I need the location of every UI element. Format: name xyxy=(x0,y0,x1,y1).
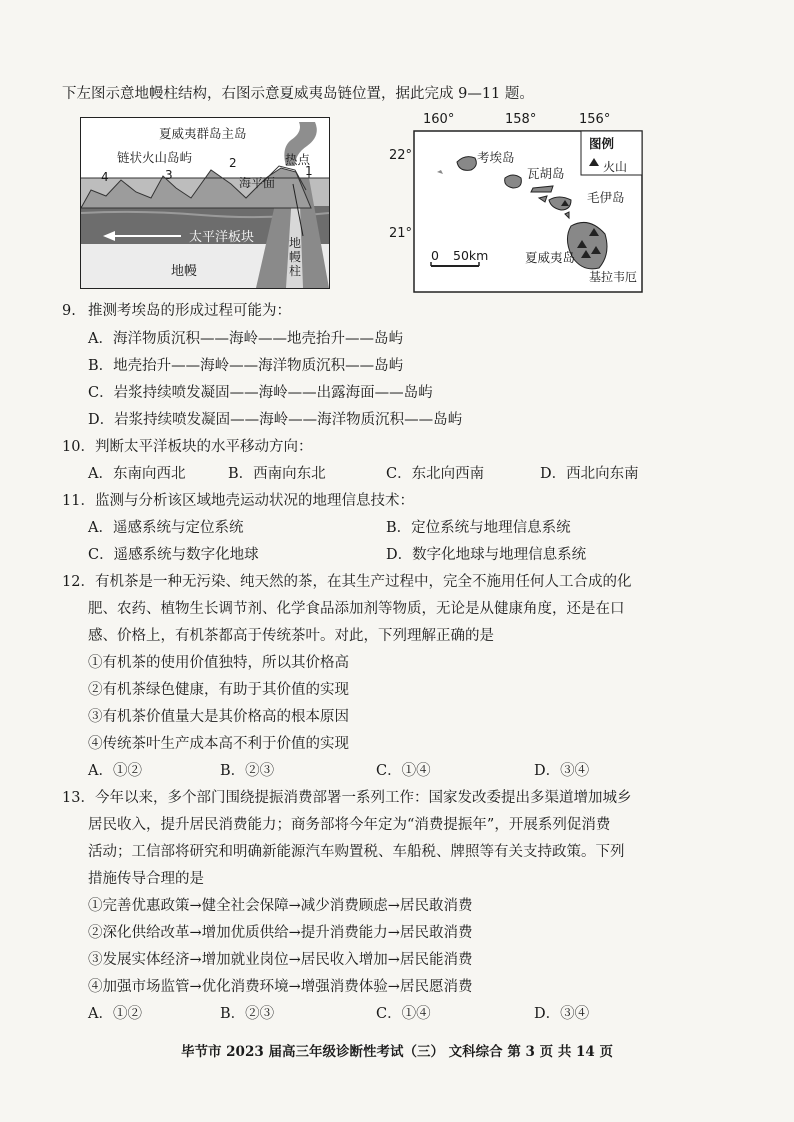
question-11 xyxy=(62,487,414,515)
q12-option-c[interactable]: C．①④ xyxy=(376,763,431,779)
q9-option-c[interactable]: C．岩浆持续喷发凝固——海岭——出露海面——岛屿 xyxy=(88,385,433,401)
q10-option-c[interactable]: C．东北向西南 xyxy=(386,466,485,482)
label-hawaii-island: 夏威夷岛 xyxy=(525,250,576,265)
q13-option-c[interactable]: C．①④ xyxy=(376,1006,431,1022)
q9-option-b[interactable]: B．地壳抬升——海岭——海洋物质沉积——岛屿 xyxy=(88,358,404,374)
question-13-line-4: 措施传导合理的是 xyxy=(88,871,204,887)
q13-option-b[interactable]: B．②③ xyxy=(220,1006,275,1022)
lon-156: 156° xyxy=(579,112,611,127)
q12-statement-4: ④传统茶叶生产成本高不利于价值的实现 xyxy=(88,736,349,752)
q10-option-b[interactable]: B．西南向东北 xyxy=(228,466,326,482)
q12-option-b[interactable]: B．②③ xyxy=(220,763,275,779)
q13-statement-4: ④加强市场监管→优化消费环境→增强消费体验→居民愿消费 xyxy=(88,979,473,995)
question-11-number: 11． xyxy=(62,493,95,509)
question-11-stem: 监测与分析该区域地壳运动状况的地理信息技术： xyxy=(94,493,414,509)
question-10 xyxy=(62,433,312,461)
question-12-number: 12． xyxy=(62,574,95,590)
question-13 xyxy=(62,784,631,812)
mantle-plume-figure xyxy=(80,117,330,289)
label-kauai: 考埃岛 xyxy=(477,150,515,165)
q12-option-d[interactable]: D．③④ xyxy=(534,763,590,779)
intro-text: 下左图示意地幔柱结构，右图示意夏威夷岛链位置，据此完成 9—11 题。 xyxy=(62,86,534,102)
question-13-line-3: 活动；工信部将研究和明确新能源汽车购置税、车船税、牌照等有关支持政策。下列 xyxy=(88,844,625,860)
label-n3: 3 xyxy=(165,168,173,182)
scale-zero: 0 xyxy=(431,248,439,263)
question-12-line-1: 有机茶是一种无污染、纯天然的茶，在其生产过程中，完全不施用任何人工合成的化 xyxy=(94,574,632,590)
q10-option-a[interactable]: A．东南向西北 xyxy=(88,466,186,482)
label-oahu: 瓦胡岛 xyxy=(527,166,565,181)
legend-title: 图例 xyxy=(589,136,615,151)
q9-option-d[interactable]: D．岩浆持续喷发凝固——海岭——海洋物质沉积——岛屿 xyxy=(88,412,463,428)
q12-statement-1: ①有机茶的使用价值独特，所以其价格高 xyxy=(88,655,349,671)
label-hotspot: 热点 xyxy=(285,152,311,167)
q13-option-d[interactable]: D．③④ xyxy=(534,1006,590,1022)
q13-option-a[interactable]: A．①② xyxy=(88,1006,142,1022)
question-9 xyxy=(62,297,291,325)
label-n2: 2 xyxy=(229,156,237,170)
question-10-number: 10． xyxy=(62,439,95,455)
lon-158: 158° xyxy=(505,112,537,127)
question-10-stem: 判断太平洋板块的水平移动方向： xyxy=(94,439,313,455)
question-12-line-2: 肥、农药、植物生长调节剂、化学食品添加剂等物质，无论是从健康角度，还是在口 xyxy=(88,601,625,617)
label-chain-islands: 链状火山岛屿 xyxy=(117,150,193,165)
label-kilauea: 基拉韦厄 xyxy=(589,270,638,284)
q12-statement-3: ③有机茶价值量大是其价格高的根本原因 xyxy=(88,709,349,725)
label-n4: 4 xyxy=(101,170,109,184)
question-13-number: 13． xyxy=(62,790,95,806)
legend-volcano: 火山 xyxy=(603,160,628,174)
q11-option-c[interactable]: C．遥感系统与数字化地球 xyxy=(88,547,259,563)
question-9-number: 9. xyxy=(62,303,76,319)
question-13-line-1: 今年以来，多个部门围绕提振消费部署一系列工作：国家发改委提出多渠道增加城乡 xyxy=(94,790,632,806)
q11-option-d[interactable]: D．数字化地球与地理信息系统 xyxy=(386,547,587,563)
q13-statement-3: ③发展实体经济→增加就业岗位→居民收入增加→居民能消费 xyxy=(88,952,473,968)
label-n1: 1 xyxy=(305,164,313,178)
label-sea-level: 海平面 xyxy=(239,176,276,190)
q11-option-b[interactable]: B．定位系统与地理信息系统 xyxy=(386,520,571,536)
lat-22: 22° xyxy=(389,148,413,163)
label-maui: 毛伊岛 xyxy=(587,190,625,205)
label-main-island: 夏威夷群岛主岛 xyxy=(159,126,247,141)
q13-statement-2: ②深化供给改革→增加优质供给→提升消费能力→居民敢消费 xyxy=(88,925,473,941)
label-plate: 太平洋板块 xyxy=(189,230,255,245)
label-mantle: 地幔 xyxy=(171,264,198,279)
question-12 xyxy=(62,568,631,596)
q11-option-a[interactable]: A．遥感系统与定位系统 xyxy=(88,520,244,536)
question-12-line-3: 感、价格上，有机茶都高于传统茶叶。对此，下列理解正确的是 xyxy=(88,628,494,644)
q13-statement-1: ①完善优惠政策→健全社会保障→减少消费顾虑→居民敢消费 xyxy=(88,898,473,914)
q10-option-d[interactable]: D．西北向东南 xyxy=(540,466,639,482)
scale-label: 50km xyxy=(453,248,489,263)
question-13-line-2: 居民收入，提升居民消费能力；商务部将今年定为“消费提振年”，开展系列促消费 xyxy=(88,817,611,833)
lat-21: 21° xyxy=(389,226,413,241)
hawaii-map-figure xyxy=(383,108,643,293)
page-footer: 毕节市 2023 届高三年级诊断性考试（三） 文科综合 第 3 页 共 14 页 xyxy=(180,1044,614,1060)
q12-statement-2: ②有机茶绿色健康，有助于其价值的实现 xyxy=(88,682,349,698)
question-9-stem: 推测考埃岛的形成过程可能为： xyxy=(88,303,291,319)
q12-option-a[interactable]: A．①② xyxy=(88,763,142,779)
lon-160: 160° xyxy=(423,112,455,127)
q9-option-a[interactable]: A．海洋物质沉积——海岭——地壳抬升——岛屿 xyxy=(88,331,403,347)
label-plume: 地幔柱 xyxy=(289,236,302,278)
